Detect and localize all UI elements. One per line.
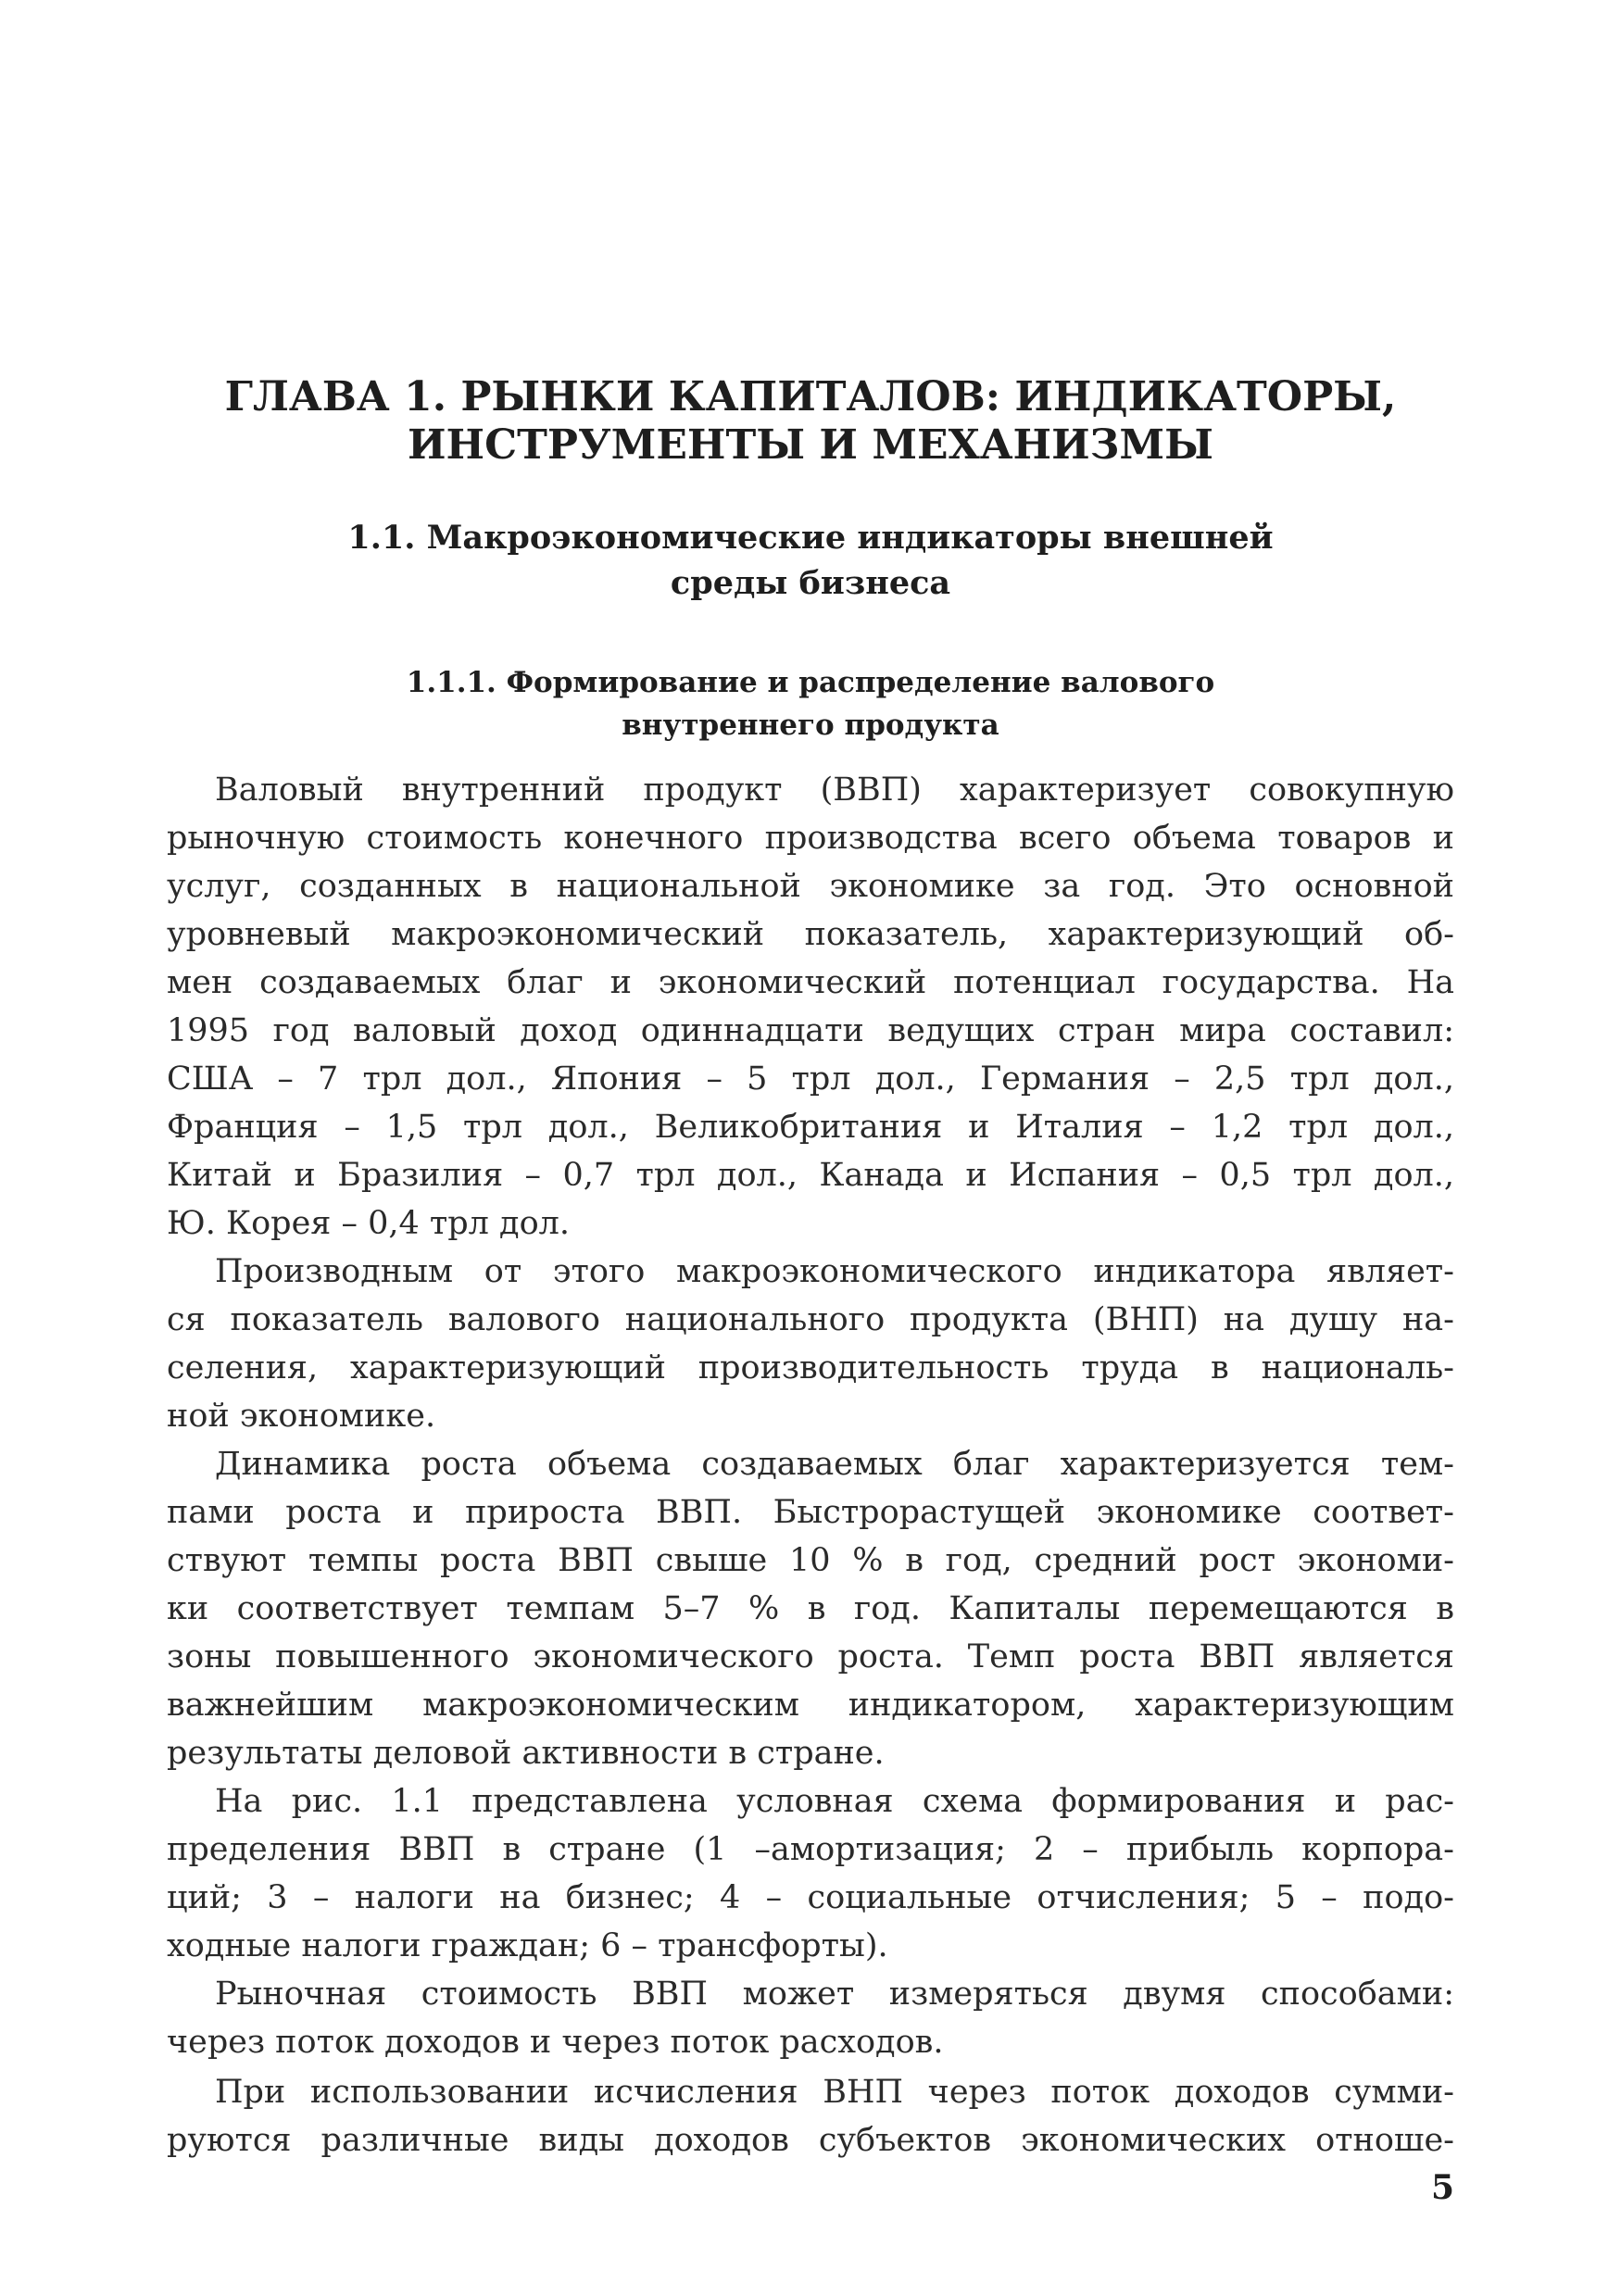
- body-line: Рыночная стоимость ВВП может измеряться двумя способами:: [215, 1976, 1454, 2013]
- body-line: результаты деловой активности в стране.: [167, 1735, 885, 1772]
- subsection-title-line-2: внутреннего продукта: [622, 709, 999, 742]
- body-line: руются различные виды доходов субъектов экономических отноше-: [167, 2122, 1454, 2159]
- body-line: мен создаваемых благ и экономический потенциал государства. На: [167, 964, 1454, 1001]
- body-line: ной экономике.: [167, 1398, 436, 1435]
- page-number: 5: [1430, 2168, 1454, 2207]
- body-line: пами роста и прироста ВВП. Быстрорастущей экономике соответ-: [167, 1494, 1454, 1531]
- section-title-line-2: среды бизнеса: [670, 564, 951, 602]
- body-line: зоны повышенного экономического роста. Темп роста ВВП является: [167, 1638, 1454, 1675]
- body-line: ходные налоги граждан; 6 – трансфорты).: [167, 1927, 888, 1964]
- body-line: Ю. Корея – 0,4 трл дол.: [167, 1205, 571, 1242]
- body-line: уровневый макроэкономический показатель, характеризующий об-: [167, 916, 1454, 953]
- body-line: ций; 3 – налоги на бизнес; 4 – социальные отчисления; 5 – подо-: [167, 1879, 1454, 1916]
- body-line: На рис. 1.1 представлена условная схема формирования и рас-: [215, 1783, 1454, 1820]
- body-line: ствуют темпы роста ВВП свыше 10 % в год, средний рост экономи-: [167, 1542, 1454, 1579]
- body-line: Валовый внутренний продукт (ВВП) характеризует совокупную: [215, 772, 1454, 809]
- body-line: пределения ВВП в стране (1 –амортизация; 2 – прибыль корпора-: [167, 1831, 1454, 1868]
- body-line: Китай и Бразилия – 0,7 трл дол., Канада и Испания – 0,5 трл дол.,: [167, 1157, 1454, 1194]
- body-line: через поток доходов и через поток расходов.: [167, 2024, 944, 2061]
- body-line: услуг, созданных в национальной экономике за год. Это основной: [167, 868, 1454, 905]
- body-line: важнейшим макроэкономическим индикатором, характеризующим: [167, 1687, 1454, 1724]
- subsection-title-line-1: 1.1.1. Формирование и распределение валового: [406, 666, 1215, 699]
- body-line: 1995 год валовый доход одиннадцати ведущих стран мира составил:: [167, 1012, 1454, 1049]
- body-line: США – 7 трл дол., Япония – 5 трл дол., Германия – 2,5 трл дол.,: [167, 1060, 1454, 1098]
- body-line: Производным от этого макроэкономического индикатора являет-: [215, 1253, 1454, 1290]
- body-line: рыночную стоимость конечного производства всего объема товаров и: [167, 820, 1454, 857]
- body-line: ся показатель валового национального продукта (ВНП) на душу на-: [167, 1301, 1454, 1338]
- body-line: ки соответствует темпам 5–7 % в год. Капиталы перемещаются в: [167, 1590, 1454, 1627]
- chapter-title-line-1: ГЛАВА 1. РЫНКИ КАПИТАЛОВ: ИНДИКАТОРЫ,: [224, 373, 1397, 420]
- body-line: селения, характеризующий производительность труда в националь-: [167, 1349, 1454, 1386]
- chapter-title-line-2: ИНСТРУМЕНТЫ И МЕХАНИЗМЫ: [407, 421, 1213, 469]
- body-line: Динамика роста объема создаваемых благ характеризуется тем-: [215, 1446, 1454, 1483]
- section-title-line-1: 1.1. Макроэкономические индикаторы внешней: [347, 519, 1274, 557]
- body-line: Франция – 1,5 трл дол., Великобритания и Италия – 1,2 трл дол.,: [167, 1109, 1454, 1146]
- body-line: При использовании исчисления ВНП через поток доходов сумми-: [215, 2074, 1454, 2111]
